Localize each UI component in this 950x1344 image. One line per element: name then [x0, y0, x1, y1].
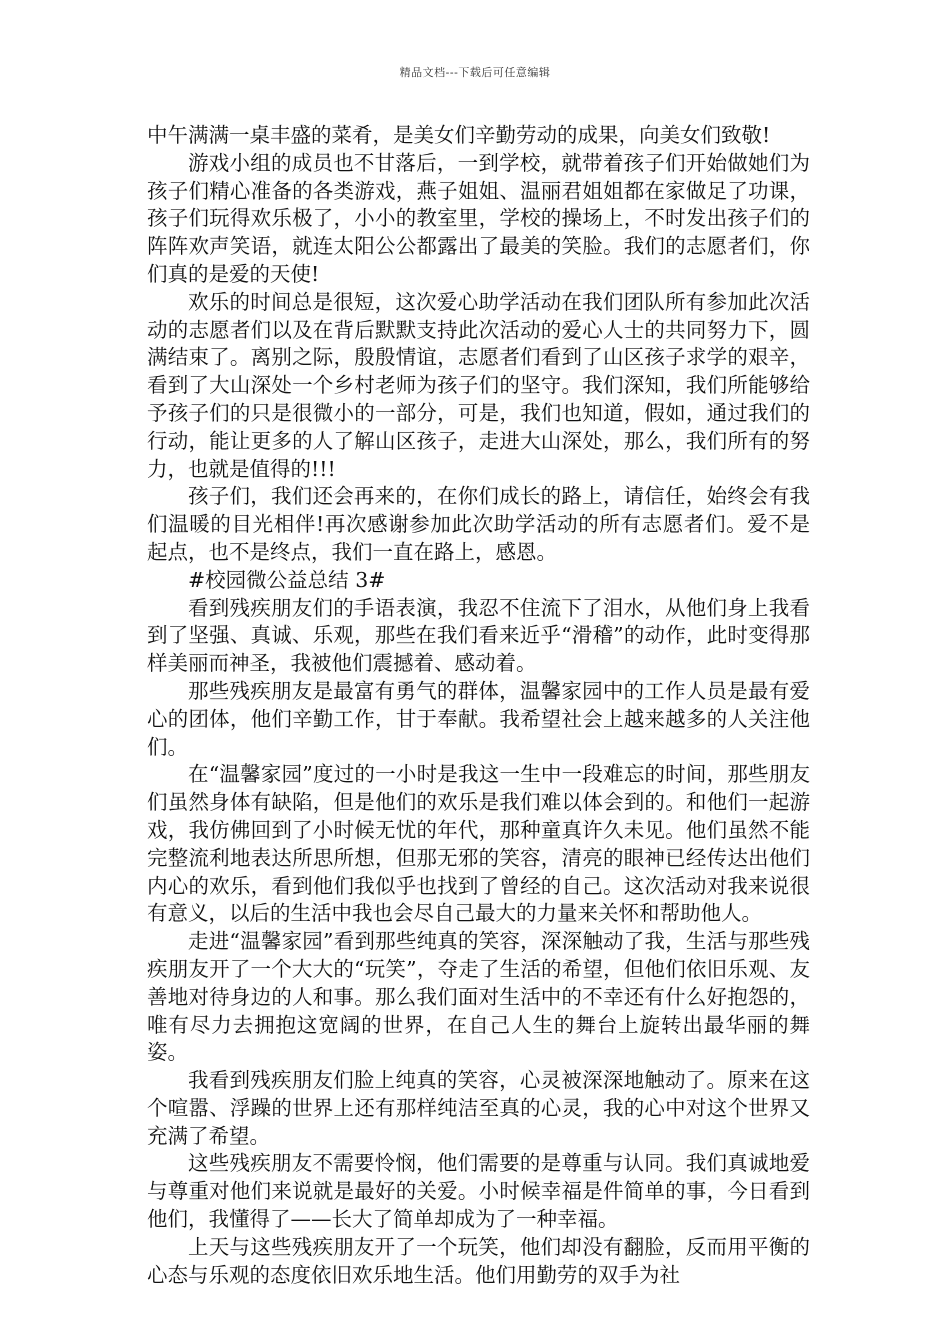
paragraph: 这些残疾朋友不需要怜悯，他们需要的是尊重与认同。我们真诚地爱与尊重对他们来说就是最好的关爱。小时候幸福是件简单的事，今日看到他们，我懂得了——长大了简单却成为了一种幸福。 — [147, 1151, 810, 1232]
paragraph: 我看到残疾朋友们脸上纯真的笑容，心灵被深深地触动了。原来在这个喧嚣、浮躁的世界上还有那样纯洁至真的心灵，我的心中对这个世界又充满了希望。 — [147, 1068, 810, 1148]
paragraph: 走进“温馨家园”看到那些纯真的笑容，深深触动了我，生活与那些残疾朋友开了一个大大的“玩笑”，夺走了生活的希望，但他们依旧乐观、友善地对待身边的人和事。那么我们面对生活中的不幸还有什么好抱怨的，唯有尽力去拥抱这宽阔的世界，在自己人生的舞台上旋转出最华丽的舞姿。 — [147, 929, 810, 1065]
paragraph: 中午满满一桌丰盛的菜肴，是美女们辛勤劳动的成果，向美女们致敬! — [147, 123, 771, 147]
paragraph: 上天与这些残疾朋友开了一个玩笑，他们却没有翻脸，反而用平衡的心态与乐观的态度依旧欢乐地生活。他们用勤劳的双手为社 — [147, 1234, 810, 1287]
paragraph: 孩子们，我们还会再来的，在你们成长的路上，请信任，始终会有我们温暖的目光相伴!再次感谢参加此次助学活动的所有志愿者们。爱不是起点，也不是终点，我们一直在路上，感恩。 — [147, 484, 810, 564]
document-body — [147, 122, 810, 1289]
paragraph: 在“温馨家园”度过的一小时是我这一生中一段难忘的时间，那些朋友们虽然身体有缺陷，但是他们的欢乐是我们难以体会到的。和他们一起游戏，我仿佛回到了小时候无忧的年代，那种童真许久未见。他们虽然不能完整流利地表达所思所想，但那无邪的笑容，清亮的眼神已经传达出他们内心的欢乐，看到他们我似乎也找到了曾经的自己。这次活动对我来说很有意义，以后的生活中我也会尽自己最大的力量来关怀和帮助他人。 — [147, 762, 810, 926]
page-header: 精品文档---下载后可任意编辑 — [399, 66, 551, 79]
paragraph: 游戏小组的成员也不甘落后，一到学校，就带着孩子们开始做她们为孩子们精心准备的各类游戏，燕子姐姐、温丽君姐姐都在家做足了功课，孩子们玩得欢乐极了，小小的教室里，学校的操场上，不时发出孩子们的阵阵欢声笑语，就连太阳公公都露出了最美的笑脸。我们的志愿者们，你们真的是爱的天使! — [147, 150, 810, 286]
paragraph: 看到残疾朋友们的手语表演，我忍不住流下了泪水，从他们身上我看到了坚强、真诚、乐观，那些在我们看来近乎“滑稽”的动作，此时变得那样美丽而神圣，我被他们震撼着、感动着。 — [147, 595, 810, 676]
section-heading: #校园微公益总结 3# — [188, 567, 386, 592]
paragraph: 欢乐的时间总是很短，这次爱心助学活动在我们团队所有参加此次活动的志愿者们以及在背后默默支持此次活动的爱心人士的共同努力下，圆满结束了。离别之际，殷殷情谊，志愿者们看到了山区孩子求学的艰辛，看到了大山深处一个乡村老师为孩子们的坚守。我们深知，我们所能够给予孩子们的只是很微小的一部分，可是，我们也知道，假如，通过我们的行动，能让更多的人了解山区孩子，走进大山深处，那么，我们所有的努力，也就是值得的!!! — [147, 289, 810, 481]
paragraph: 那些残疾朋友是最富有勇气的群体，温馨家园中的工作人员是最有爱心的团体，他们辛勤工作，甘于奉献。我希望社会上越来越多的人关注他们。 — [147, 678, 810, 759]
